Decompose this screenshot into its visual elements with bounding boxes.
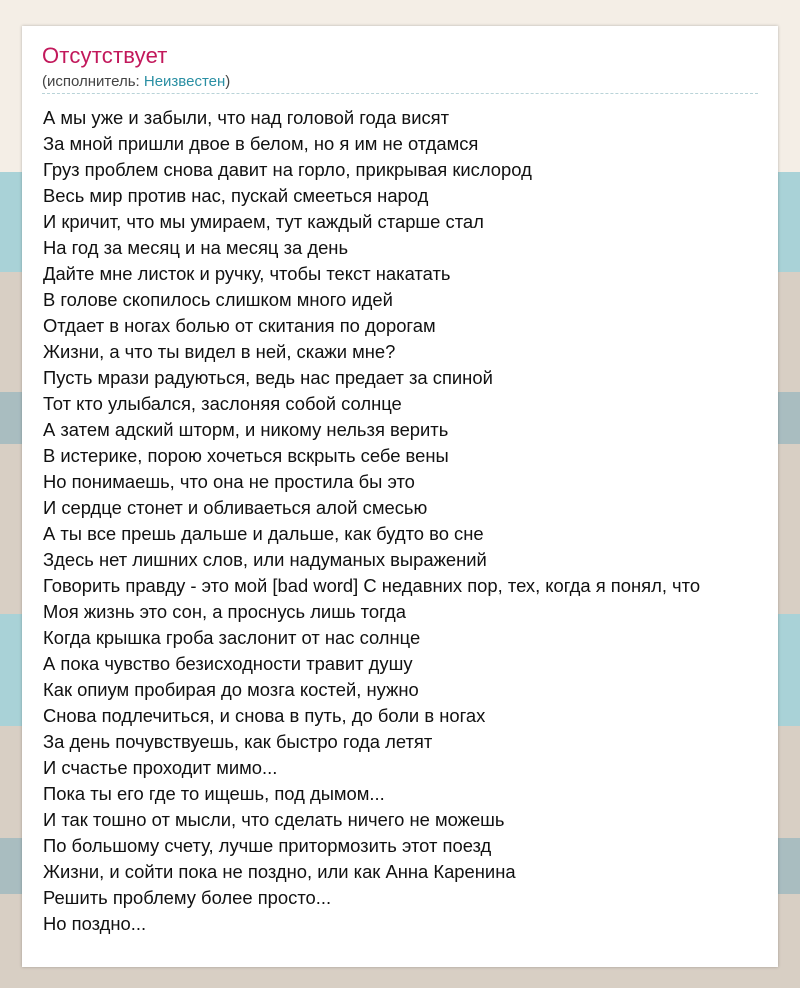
song-title: Отсутствует	[42, 43, 168, 68]
lyric-line: Как опиум пробирая до мозга костей, нужно	[43, 679, 419, 700]
lyric-line: Моя жизнь это сон, а проснусь лишь тогда	[43, 601, 406, 622]
lyric-line: А пока чувство безисходности травит душу	[43, 653, 413, 674]
artist-link[interactable]: Неизвестен	[143, 73, 226, 90]
lyric-line: И кричит, что мы умираем, тут каждый старше стал	[43, 211, 484, 232]
lyric-line: Весь мир против нас, пускай смееться народ	[43, 185, 429, 206]
lyric-line: Но понимаешь, что она не простила бы это	[43, 471, 415, 492]
artist-prefix: (исполнитель:	[42, 73, 144, 90]
lyric-line: И сердце стонет и обливаеться алой смесью	[43, 497, 428, 518]
lyric-line: Жизни, и сойти пока не поздно, или как Анна Каренина	[43, 861, 516, 882]
lyric-line: Снова подлечиться, и снова в путь, до боли в ногах	[43, 705, 486, 726]
lyric-line: Отдает в ногах болью от скитания по дорогам	[43, 315, 436, 336]
lyric-line: Жизни, а что ты видел в ней, скажи мне?	[43, 341, 396, 362]
lyric-line: А затем адский шторм, и никому нельзя верить	[43, 419, 449, 440]
lyric-line: И счастье проходит мимо...	[43, 757, 278, 778]
lyric-line: В голове скопилось слишком много идей	[43, 289, 393, 310]
lyric-line: Груз проблем снова давит на горло, прикрывая кислород	[43, 159, 532, 180]
lyric-line: Пока ты его где то ищешь, под дымом...	[43, 783, 385, 804]
lyric-line: Пусть мрази радуються, ведь нас предает за спиной	[43, 367, 493, 388]
lyric-line: На год за месяц и на месяц за день	[43, 237, 349, 258]
lyric-line: А ты все прешь дальше и дальше, как будто во сне	[43, 523, 484, 544]
lyric-line: Тот кто улыбался, заслоняя собой солнце	[43, 393, 402, 414]
lyric-line: В истерике, порою хочеться вскрыть себе вены	[43, 445, 449, 466]
lyric-line: Решить проблему более просто...	[43, 887, 332, 908]
artist-line	[42, 73, 230, 90]
lyric-line: А мы уже и забыли, что над головой года висят	[43, 107, 450, 128]
lyric-line: Говорить правду - это мой [bad word] С недавних пор, тех, когда я понял, что	[43, 575, 701, 596]
lyric-line: Но поздно...	[43, 913, 147, 934]
lyric-line: И так тошно от мысли, что сделать ничего не можешь	[43, 809, 505, 830]
lyrics-text	[43, 105, 700, 937]
lyric-line: Здесь нет лишних слов, или надуманых выражений	[43, 549, 487, 570]
title-divider	[42, 93, 758, 94]
lyric-line: Когда крышка гроба заслонит от нас солнце	[43, 627, 421, 648]
lyric-line: За мной пришли двое в белом, но я им не отдамся	[43, 133, 479, 154]
lyric-line: Дайте мне листок и ручку, чтобы текст накатать	[43, 263, 451, 284]
lyrics-card	[22, 26, 778, 967]
artist-suffix: )	[225, 73, 231, 90]
lyric-line: За день почувствуешь, как быстро года летят	[43, 731, 433, 752]
lyric-line: По большому счету, лучше притормозить этот поезд	[43, 835, 492, 856]
